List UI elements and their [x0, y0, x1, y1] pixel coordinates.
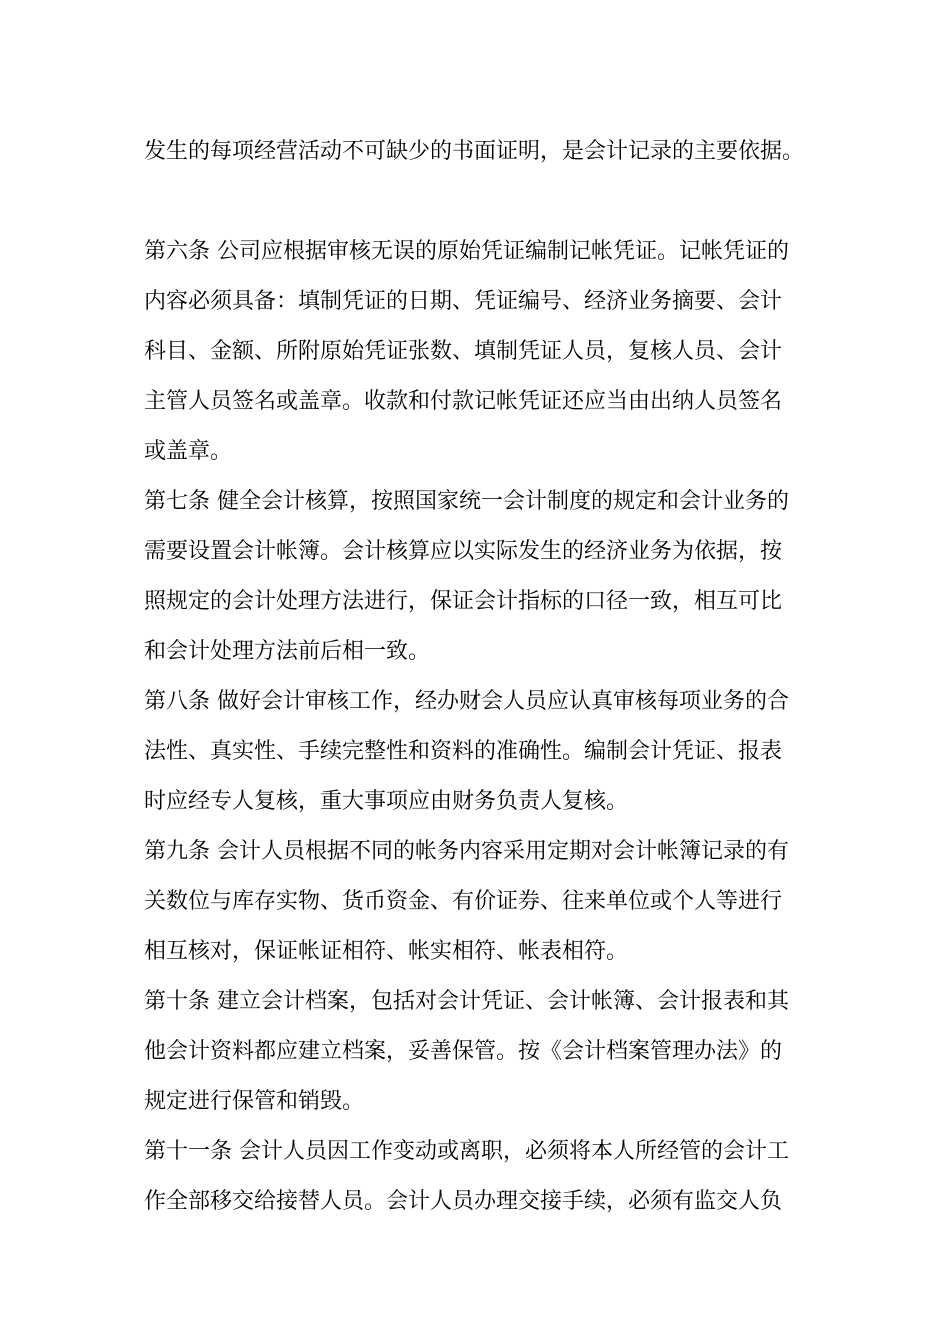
- text-line-4: 科目、金额、所附原始凭证张数、填制凭证人员，复核人员、会计: [144, 339, 783, 364]
- text-line-3: 内容必须具备：填制凭证的日期、凭证编号、经济业务摘要、会计: [144, 289, 783, 314]
- text-line-1: 发生的每项经营活动不可缺少的书面证明，是会计记录的主要依据。: [144, 139, 805, 164]
- text-line-15: 关数位与库存实物、货币资金、有价证券、往来单位或个人等进行: [144, 889, 783, 914]
- text-line-21: 作全部移交给接替人员。会计人员办理交接手续，必须有监交人负: [144, 1189, 783, 1214]
- text-line-19: 规定进行保管和销毁。: [144, 1089, 365, 1114]
- text-line-12: 法性、真实性、手续完整性和资料的准确性。编制会计凭证、报表: [144, 739, 783, 764]
- text-line-10: 和会计处理方法前后相一致。: [144, 639, 431, 664]
- text-line-13: 时应经专人复核，重大事项应由财务负责人复核。: [144, 789, 629, 814]
- text-line-7: 第七条 健全会计核算，按照国家统一会计制度的规定和会计业务的: [144, 489, 789, 514]
- text-line-8: 需要设置会计帐簿。会计核算应以实际发生的经济业务为依据，按: [144, 539, 783, 564]
- text-line-2: 第六条 公司应根据审核无误的原始凭证编制记帐凭证。记帐凭证的: [144, 239, 789, 264]
- text-line-18: 他会计资料都应建立档案，妥善保管。按《会计档案管理办法》的: [144, 1039, 783, 1064]
- text-line-6: 或盖章。: [144, 439, 233, 464]
- text-line-5: 主管人员签名或盖章。收款和付款记帐凭证还应当由出纳人员签名: [144, 389, 783, 414]
- text-line-11: 第八条 做好会计审核工作，经办财会人员应认真审核每项业务的合: [144, 689, 789, 714]
- text-line-20: 第十一条 会计人员因工作变动或离职，必须将本人所经管的会计工: [144, 1139, 789, 1164]
- text-line-9: 照规定的会计处理方法进行，保证会计指标的口径一致，相互可比: [144, 589, 783, 614]
- text-line-17: 第十条 建立会计档案，包括对会计凭证、会计帐簿、会计报表和其: [144, 989, 789, 1014]
- text-line-14: 第九条 会计人员根据不同的帐务内容采用定期对会计帐簿记录的有: [144, 839, 789, 864]
- text-line-16: 相互核对，保证帐证相符、帐实相符、帐表相符。: [144, 939, 629, 964]
